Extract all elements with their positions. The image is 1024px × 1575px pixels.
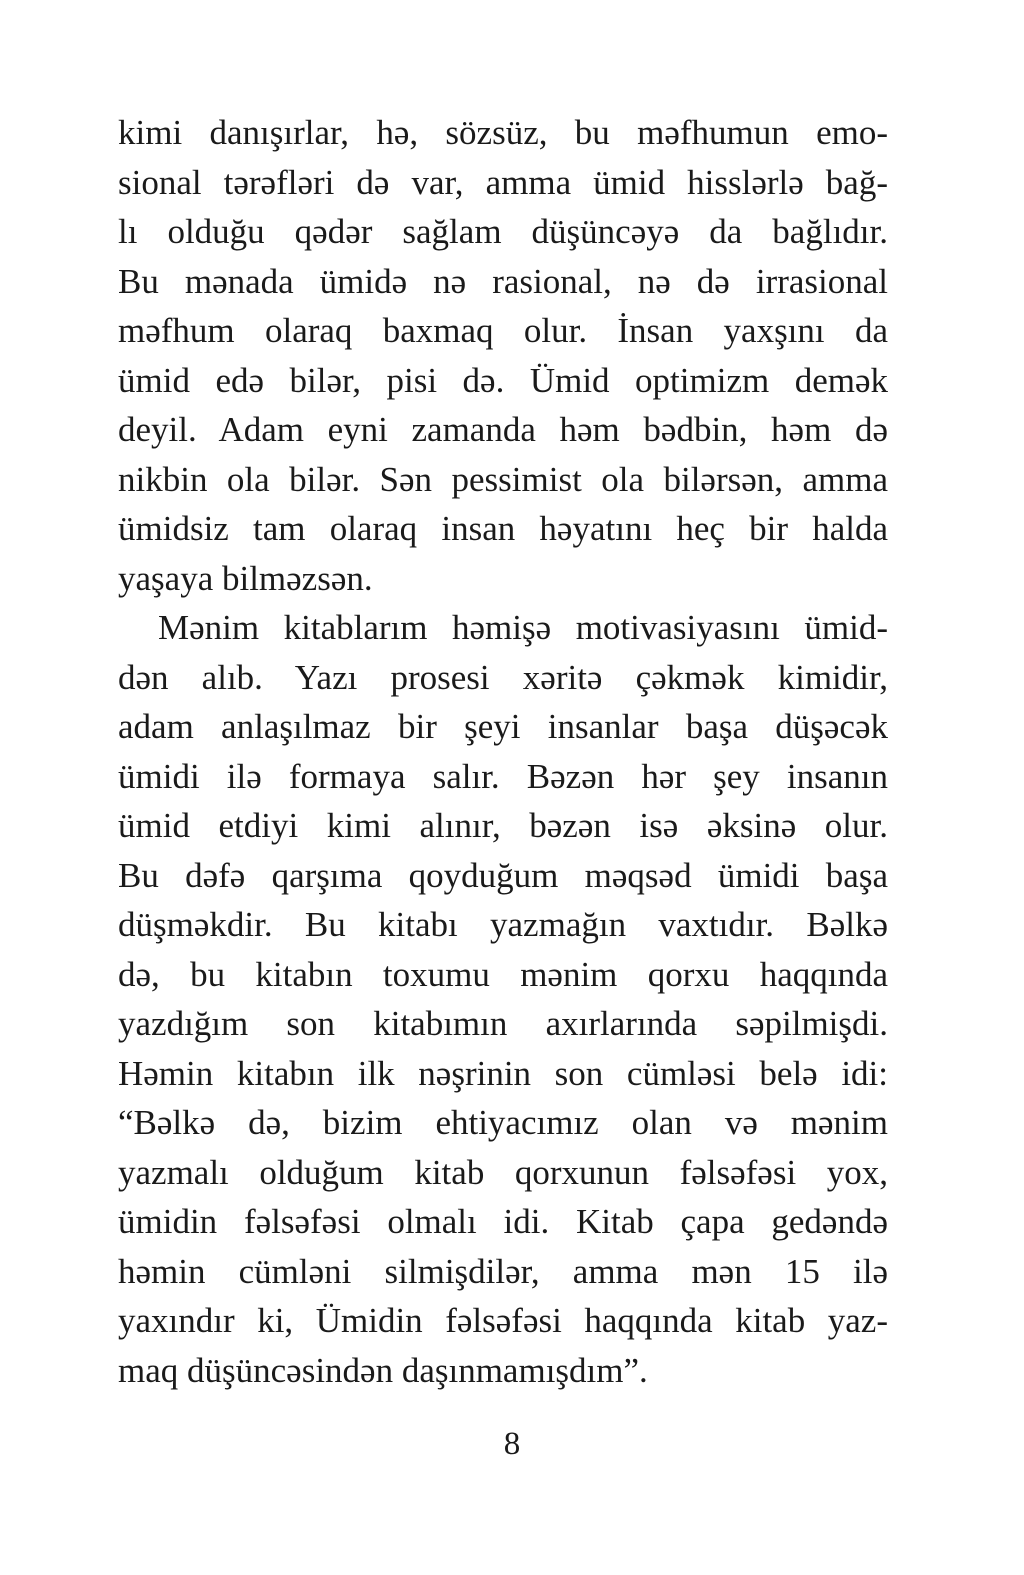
text-line: düşməkdir. Bu kitabı yazmağın vaxtıdır. Bəlkə [118, 905, 888, 944]
text-line: məfhum olaraq baxmaq olur. İnsan yaxşını da [118, 311, 888, 350]
text-line: dən alıb. Yazı prosesi xəritə çəkmək kimidir, [118, 657, 888, 697]
text-line: yaşaya bilməzsən. [118, 558, 373, 598]
text-line: Bu mənada ümidə nə rasional, nə də irrasional [118, 261, 888, 301]
text-line: kimi danışırlar, hə, sözsüz, bu məfhumun emo- [118, 113, 888, 152]
text-line: sional tərəfləri də var, amma ümid hisslərlə bağ- [118, 162, 888, 202]
page-body-text [118, 108, 888, 1395]
text-line: Həmin kitabın ilk nəşrinin son cümləsi belə idi: [118, 1053, 888, 1093]
text-line: həmin cümləni silmişdilər, amma mən 15 ilə [118, 1251, 888, 1291]
page-number: 8 [503, 1426, 521, 1462]
text-line: deyil. Adam eyni zamanda həm bədbin, həm də [118, 410, 888, 449]
text-line: ümid edə bilər, pisi də. Ümid optimizm demək [118, 360, 888, 400]
text-line: yazdığım son kitabımın axırlarında səpilmişdi. [118, 1004, 888, 1043]
text-line: yaxındır ki, Ümidin fəlsəfəsi haqqında kitab yaz- [118, 1301, 888, 1340]
text-line: maq düşüncəsindən daşınmamışdım”. [118, 1350, 648, 1390]
text-line: adam anlaşılmaz bir şeyi insanlar başa düşəcək [118, 707, 888, 746]
text-line: ümid etdiyi kimi alınır, bəzən isə əksinə olur. [118, 806, 888, 845]
text-line: ümidsiz tam olaraq insan həyatını heç bir halda [118, 509, 888, 548]
text-line: nikbin ola bilər. Sən pessimist ola bilərsən, amma [118, 459, 888, 499]
text-line: ümidi ilə formaya salır. Bəzən hər şey insanın [118, 756, 888, 796]
text-line: Bu dəfə qarşıma qoyduğum məqsəd ümidi başa [118, 855, 888, 895]
text-line: “Bəlkə də, bizim ehtiyacımız olan və mənim [118, 1103, 888, 1142]
text-line: lı olduğu qədər sağlam düşüncəyə da bağlıdır. [118, 212, 888, 251]
text-line: də, bu kitabın toxumu mənim qorxu haqqında [118, 954, 888, 994]
text-line: yazmalı olduğum kitab qorxunun fəlsəfəsi yox, [118, 1152, 888, 1192]
paragraph-2 [118, 603, 888, 1395]
paragraph-1 [118, 108, 888, 603]
text-line: Mənim kitablarım həmişə motivasiyasını ümid- [158, 608, 888, 647]
text-line: ümidin fəlsəfəsi olmalı idi. Kitab çapa gedəndə [118, 1202, 888, 1241]
